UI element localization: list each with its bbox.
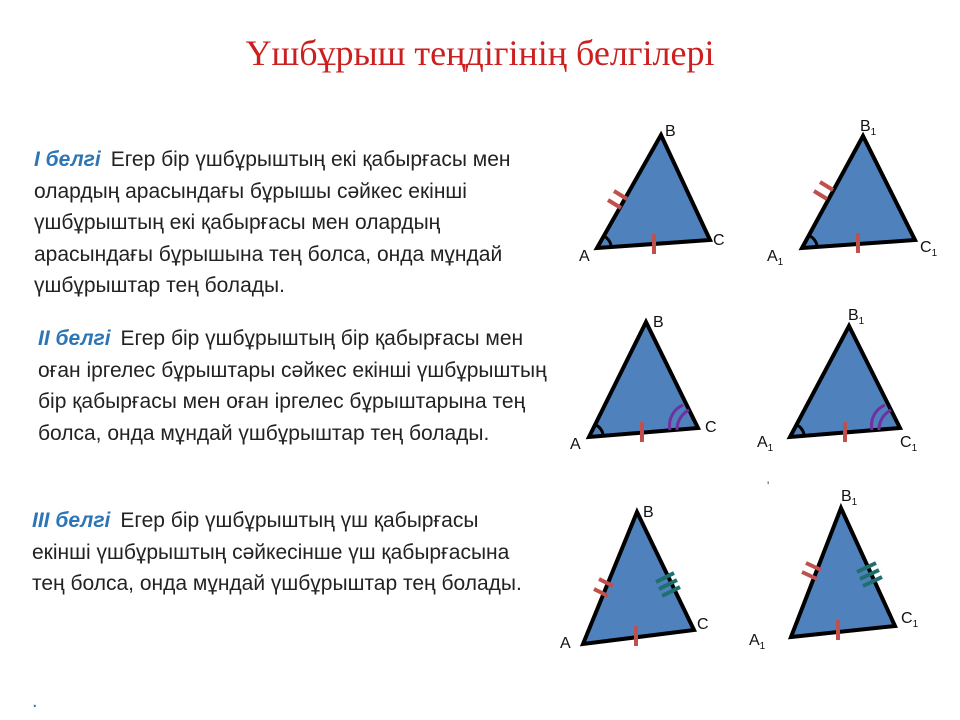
vertex-label-b1: $B_1$ (841, 488, 858, 508)
page-title: Үшбұрыш теңдігінің белгілері (245, 33, 715, 73)
vertex-label-a: A (570, 436, 581, 453)
vertex-label-c1: $C_1$ (901, 610, 919, 630)
side-mark-a1b1 (814, 191, 827, 199)
vertex-label-c: C (705, 419, 717, 436)
vertex-label-b: B (643, 504, 654, 521)
side-mark-a1b1 (820, 182, 833, 190)
criterion-3-text: Егер бір үшбұрыштың үш қабырғасы екінші үшбұрыштың сәйкесінше үш қабырғасына тең болса, онда мұндай үшбұрыштар тең болады. (32, 509, 522, 595)
vertex-label-b: B (653, 314, 664, 331)
triangle-abc-asa (570, 314, 717, 453)
vertex-label-a1: $A_1$ (757, 434, 774, 454)
vertex-label-b1: $B_1$ (848, 307, 865, 327)
criterion-3-label: III белгі (32, 509, 111, 532)
criterion-1-text: Егер бір үшбұрыштың екі қабырғасы мен олардың арасындағы бұрышы сәйкес екінші үшбұрыштың екі қабырғасы мен олардың арасындағы бұрышына тең болса, онда мұндай үшбұрыштар тең болады. (34, 148, 511, 297)
vertex-label-c1: $C_1$ (920, 239, 938, 259)
criterion-1-label: I белгі (34, 148, 101, 171)
vertex-label-a: A (579, 248, 590, 265)
triangle-a1b1c1-sss (749, 488, 919, 652)
vertex-label-a: A (560, 635, 571, 652)
vertex-label-a1: $A_1$ (749, 632, 766, 652)
vertex-label-b1: $B_1$ (860, 118, 877, 138)
criterion-2-text: Егер бір үшбұрыштың бір қабырғасы мен оған іргелес бұрыштары сәйкес екінші үшбұрыштың бір қабырғасы мен оған іргелес бұрыштарына тең болса, онда мұндай үшбұрыштар тең болады. (38, 327, 547, 445)
vertex-label-a1: $A_1$ (767, 248, 784, 268)
triangle-a1b1c1-asa (757, 307, 918, 454)
vertex-label-c: C (713, 232, 725, 249)
side-mark-ab (608, 200, 621, 208)
triangle-a1b1c1-sas (767, 118, 938, 268)
triangle-shape (589, 322, 698, 437)
triangle-shape (790, 326, 900, 437)
criterion-2-label: II белгі (38, 327, 111, 350)
bullet-dot: . (32, 690, 38, 712)
vertex-label-b: B (665, 123, 676, 140)
stray-tick-mark: ' (767, 479, 770, 493)
vertex-label-c1: $C_1$ (900, 434, 918, 454)
triangle-abc-sss (560, 504, 709, 652)
triangle-abc-sas (579, 123, 725, 265)
vertex-label-c: C (697, 616, 709, 633)
